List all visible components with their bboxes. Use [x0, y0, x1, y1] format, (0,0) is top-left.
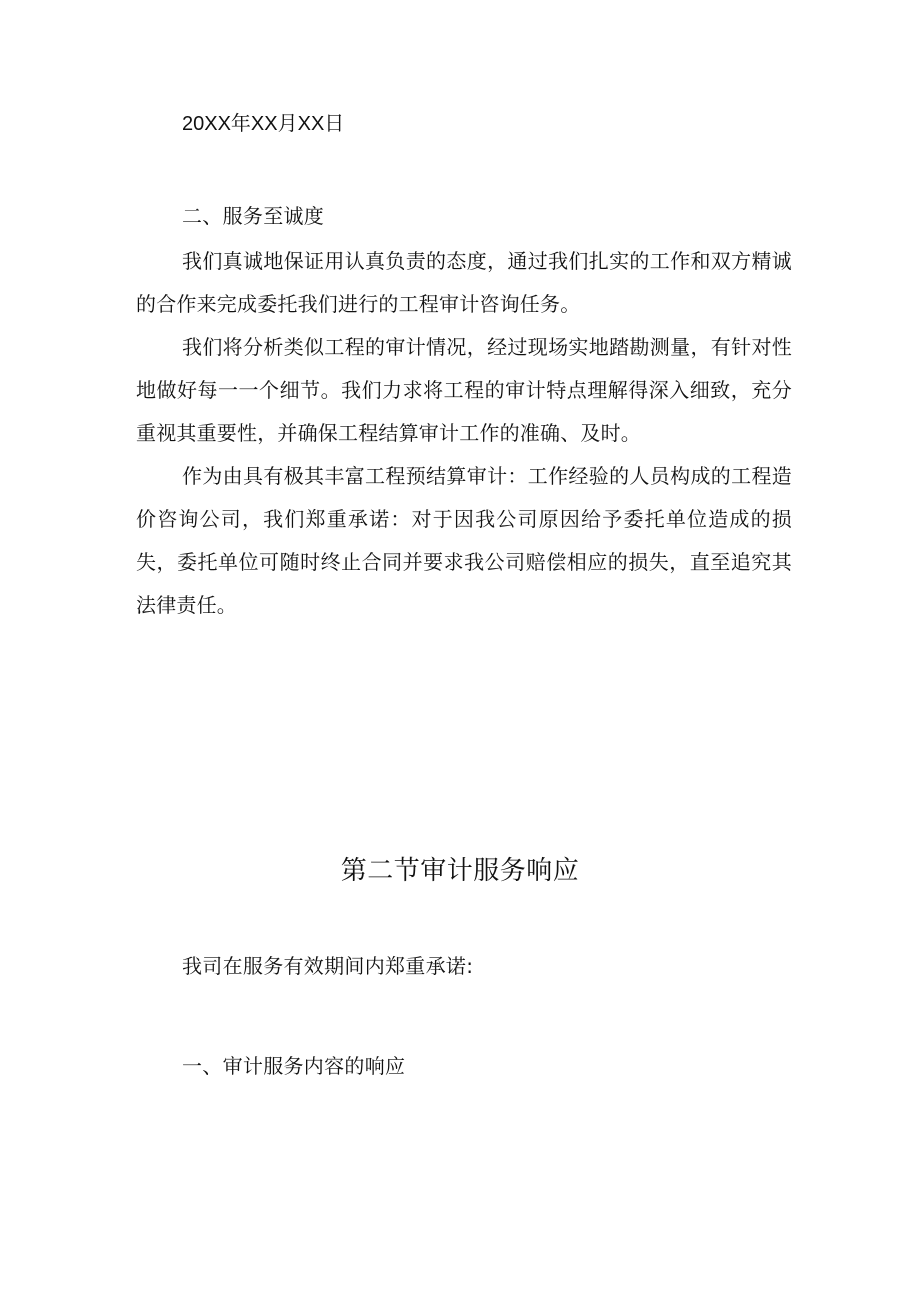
document-date: 20XX年XX月XX日 [182, 113, 345, 135]
promise-statement: 我司在服务有效期间内郑重承诺: [182, 954, 474, 978]
section-title: 第二节审计服务响应 [340, 856, 580, 886]
body-paragraph: 我们将分析类似工程的审计情况，经过现场实地踏勘测量，有针对性地做好每一一个细节。我们力求将工程的审计特点理解得深入细致，充分重视其重要性，并确保工程结算审计工作的准确、及时。 [136, 335, 792, 445]
section-heading-service-sincerity: 二、服务至诚度 [182, 204, 325, 228]
list-item-heading: 一、审计服务内容的响应 [182, 1054, 406, 1078]
paragraph-block-1 [136, 240, 792, 326]
body-paragraph: 作为由具有极其丰富工程预结算审计：工作经验的人员构成的工程造价咨询公司，我们郑重承诺：对于因我公司原因给予委托单位造成的损失，委托单位可随时终止合同并要求我公司赔偿相应的损失，直至追究其法律责任。 [136, 464, 792, 617]
body-paragraph: 我们真诚地保证用认真负责的态度，通过我们扎实的工作和双方精诚的合作来完成委托我们进行的工程审计咨询任务。 [136, 249, 792, 316]
paragraph-block-3 [136, 455, 792, 627]
paragraph-block-2 [136, 326, 792, 455]
